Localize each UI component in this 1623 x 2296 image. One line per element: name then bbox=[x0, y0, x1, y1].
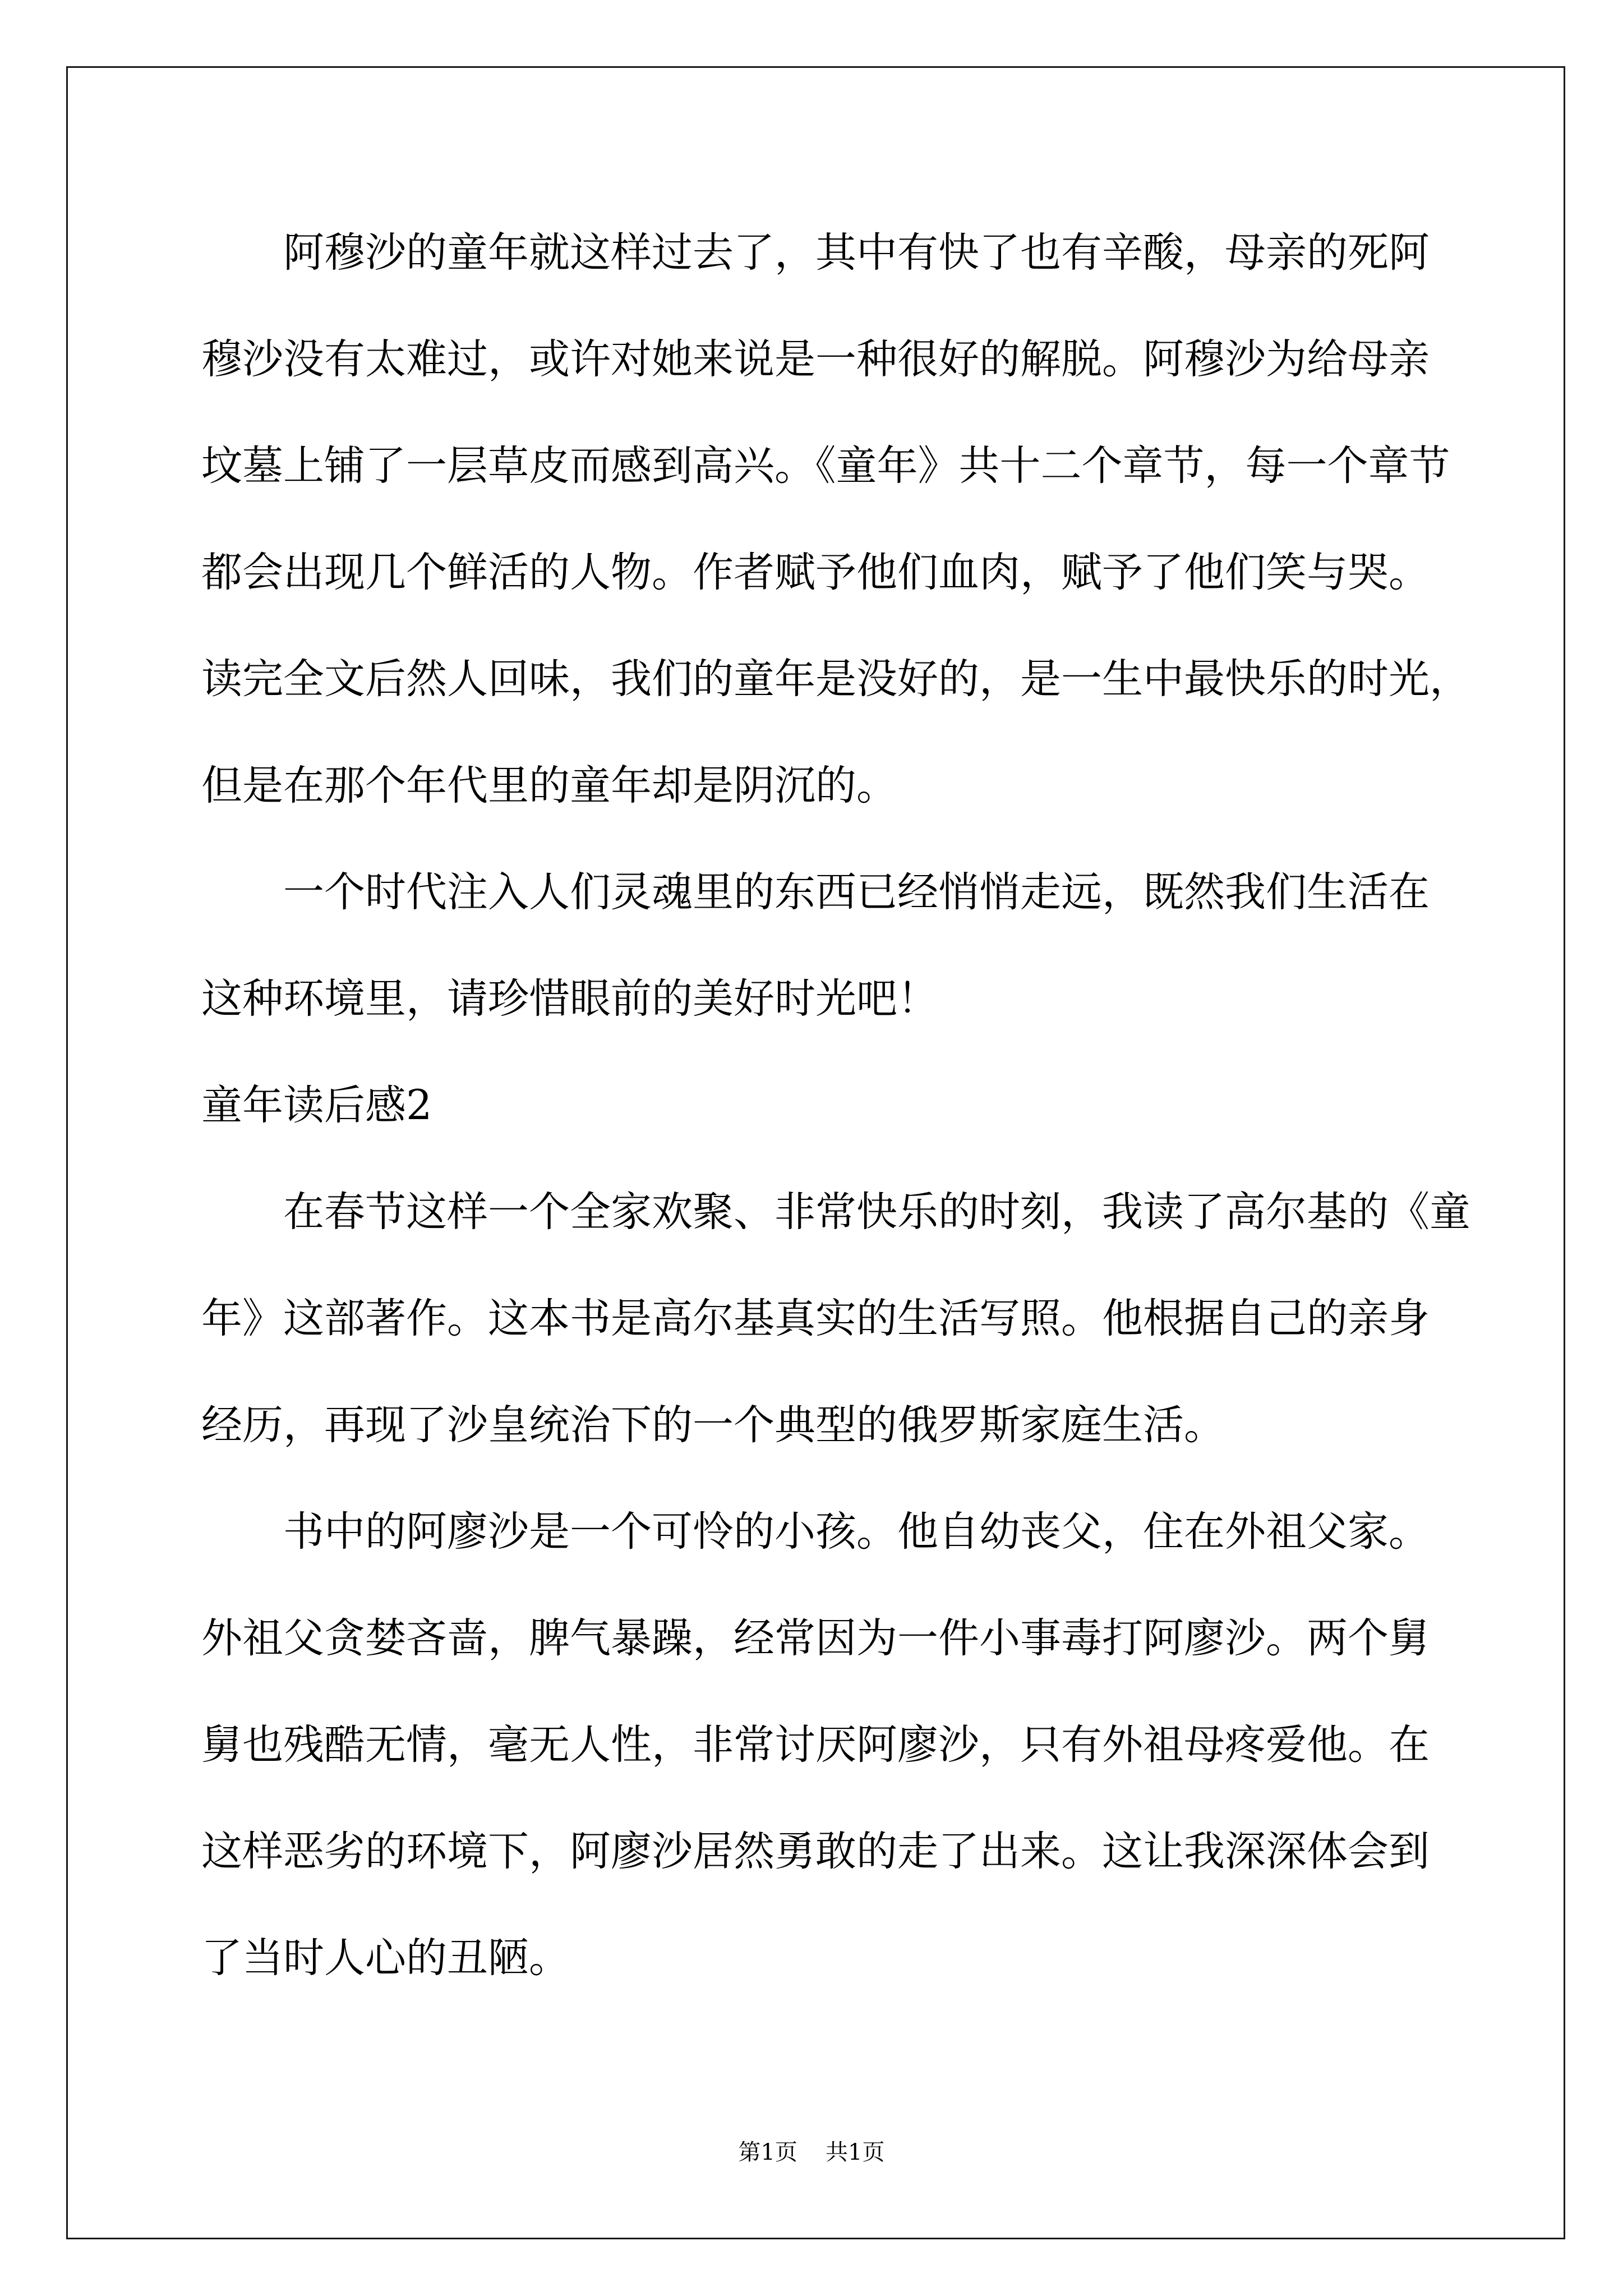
paragraph-line: 舅也残酷无情，毫无人性，非常讨厌阿廖沙，只有外祖母疼爱他。在 bbox=[201, 1721, 1430, 1769]
paragraph-line: 年》这部著作。这本书是高尔基真实的生活写照。他根据自己的亲身 bbox=[201, 1295, 1430, 1342]
paragraph-line: 读完全文后然人回味，我们的童年是没好的，是一生中最快乐的时光， bbox=[201, 655, 1470, 703]
paragraph-line: 了当时人心的丑陋。 bbox=[201, 1934, 570, 1982]
paragraph-line: 都会出现几个鲜活的人物。作者赋予他们血肉，赋予了他们笑与哭。 bbox=[201, 549, 1430, 596]
paragraph-line: 但是在那个年代里的童年却是阴沉的。 bbox=[201, 762, 897, 809]
paragraph-line: 这种环境里，请珍惜眼前的美好时光吧！ bbox=[201, 975, 938, 1023]
paragraph-line: 坟墓上铺了一层草皮而感到高兴。《童年》共十二个章节，每一个章节 bbox=[201, 442, 1450, 490]
footer-page-total: 共1页 bbox=[826, 2139, 885, 2165]
paragraph-line: 这样恶劣的环境下，阿廖沙居然勇敢的走了出来。这让我深深体会到 bbox=[201, 1828, 1430, 1875]
paragraph-line: 外祖父贪婪吝啬，脾气暴躁，经常因为一件小事毒打阿廖沙。两个舅 bbox=[201, 1614, 1430, 1662]
paragraph bbox=[201, 1159, 1536, 1479]
section-heading: 童年读后感2 bbox=[201, 1082, 432, 1129]
paragraph-line: 在春节这样一个全家欢聚、非常快乐的时刻，我读了高尔基的《童 bbox=[283, 1188, 1470, 1236]
paragraph bbox=[201, 200, 1536, 839]
page-footer bbox=[0, 2138, 1623, 2166]
paragraph-line: 一个时代注入人们灵魂里的东西已经悄悄走远，既然我们生活在 bbox=[283, 868, 1430, 916]
paragraph bbox=[201, 1479, 1536, 2012]
paragraph-line: 经历，再现了沙皇统治下的一个典型的俄罗斯家庭生活。 bbox=[201, 1401, 1225, 1449]
footer-page-number: 第1页 bbox=[738, 2139, 797, 2165]
paragraph bbox=[201, 839, 1536, 1052]
paragraph-line: 书中的阿廖沙是一个可怜的小孩。他自幼丧父，住在外祖父家。 bbox=[283, 1508, 1430, 1556]
paragraph-line: 穆沙没有太难过，或许对她来说是一种很好的解脱。阿穆沙为给母亲 bbox=[201, 335, 1430, 383]
document-body bbox=[201, 200, 1536, 2012]
paragraph-line: 阿穆沙的童年就这样过去了，其中有快了也有辛酸，母亲的死阿 bbox=[283, 229, 1430, 277]
